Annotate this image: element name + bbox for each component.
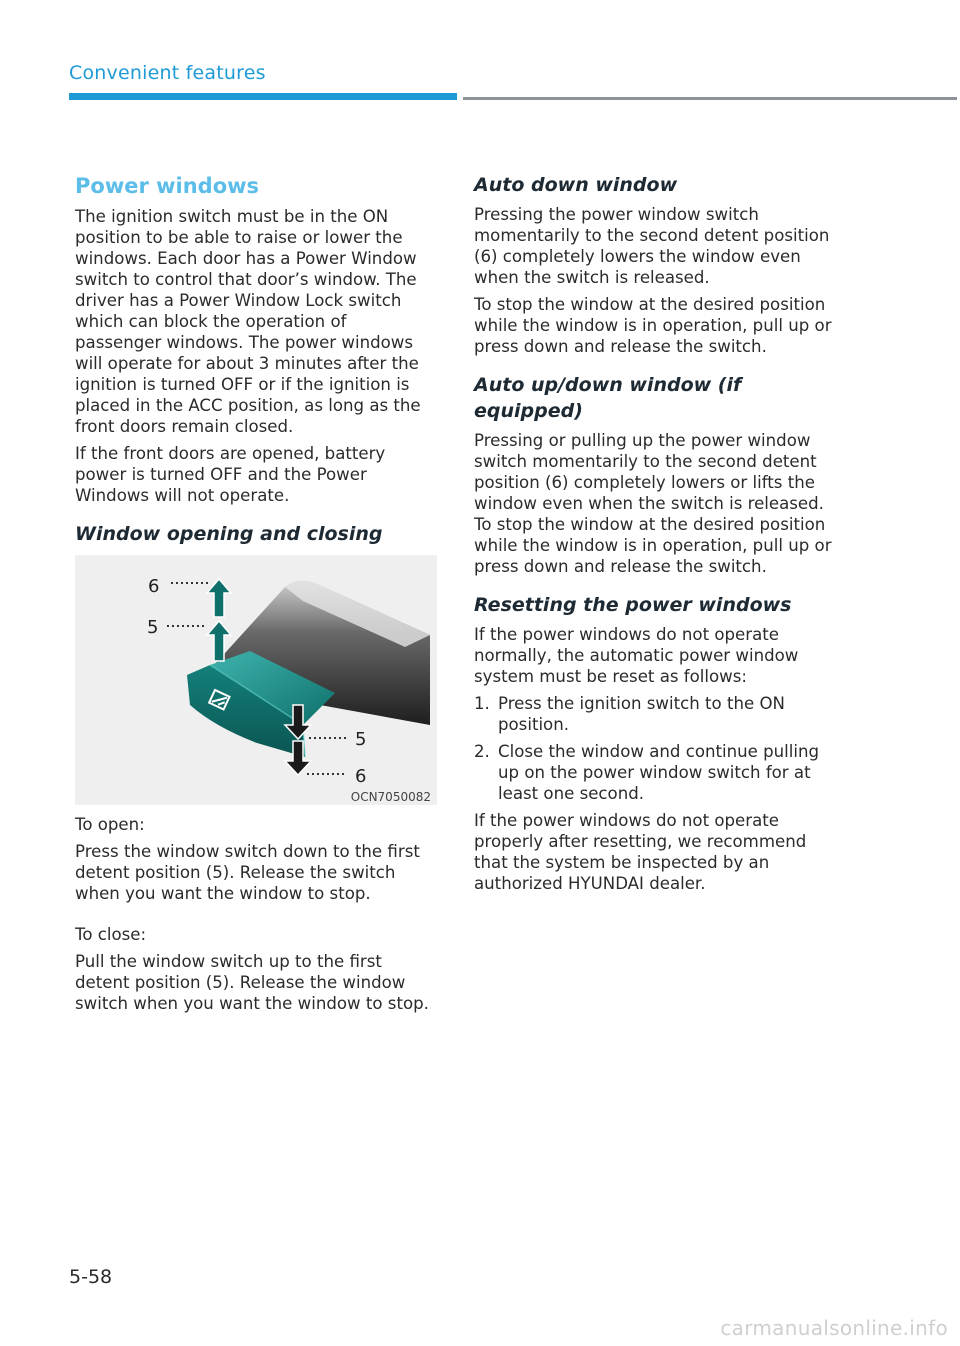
page-number: 5-58 bbox=[69, 1266, 113, 1288]
watermark: carmanualsonline.info bbox=[720, 1316, 948, 1340]
figure-label-5-bottom: 5 bbox=[355, 729, 367, 750]
step-text: Press the ignition switch to the ON position. bbox=[498, 694, 785, 734]
intro-paragraph-2: If the front doors are opened, battery power is turned OFF and the Power Windows will not operate. bbox=[75, 444, 386, 505]
subheading-auto-updown: Auto up/down window (if equipped) bbox=[474, 374, 742, 422]
reset-intro: If the power windows do not operate normally, the automatic power window system must be reset as follows: bbox=[474, 625, 799, 686]
list-item bbox=[474, 693, 836, 735]
open-text: Press the window switch down to the first detent position (5). Release the switch when you want the window to stop. bbox=[75, 842, 420, 903]
step-number: 1. bbox=[474, 694, 490, 713]
figure-label-6-bottom: 6 bbox=[355, 766, 367, 787]
reset-outro: If the power windows do not operate properly after resetting, we recommend that the system be inspected by an authorized HYUNDAI dealer. bbox=[474, 811, 807, 893]
close-label: To close: bbox=[75, 925, 147, 944]
header-accent-bar bbox=[69, 93, 457, 100]
section-title: Power windows bbox=[75, 174, 260, 198]
window-switch-illustration bbox=[75, 555, 437, 805]
figure-label-5-top: 5 bbox=[147, 617, 159, 638]
right-column bbox=[474, 172, 836, 900]
chapter-title: Convenient features bbox=[69, 62, 266, 84]
left-column bbox=[75, 172, 437, 1020]
intro-paragraph-1: The ignition switch must be in the ON position to be able to raise or lower the windows. Each door has a Power Window switch to control that door’s window. The driver has a Power Window Lock switch which can block the operation of passenger windows. The power windows will operate for about 3 minutes after the ignition is turned OFF or if the ignition is placed in the ACC position, as long as the front doors remain closed. bbox=[75, 207, 421, 436]
figure-caption: OCN7050082 bbox=[350, 790, 431, 804]
header-rule bbox=[463, 97, 957, 100]
auto-down-paragraph-1: Pressing the power window switch momentarily to the second detent position (6) completely lowers the window even when the switch is released. bbox=[474, 205, 830, 287]
open-label: To open: bbox=[75, 815, 145, 834]
figure-label-6-top: 6 bbox=[148, 576, 160, 597]
window-switch-figure bbox=[75, 555, 437, 805]
list-item bbox=[474, 741, 836, 804]
subheading-window-opening: Window opening and closing bbox=[75, 523, 383, 545]
reset-steps bbox=[474, 693, 836, 804]
step-text: Close the window and continue pulling up on the power window switch for at least one second. bbox=[498, 742, 820, 803]
step-number: 2. bbox=[474, 742, 490, 761]
auto-updown-paragraph: Pressing or pulling up the power window switch momentarily to the second detent position (6) completely lowers or lifts the window even when the switch is released. To stop the window at the desired position while the window is in operation, pull up or press down and release the switch. bbox=[474, 431, 832, 576]
subheading-auto-down: Auto down window bbox=[474, 174, 678, 196]
auto-down-paragraph-2: To stop the window at the desired position while the window is in operation, pull up or press down and release the switch. bbox=[474, 295, 832, 356]
subheading-resetting: Resetting the power windows bbox=[474, 594, 792, 616]
close-text: Pull the window switch up to the first detent position (5). Release the window switch when you want the window to stop. bbox=[75, 952, 429, 1013]
